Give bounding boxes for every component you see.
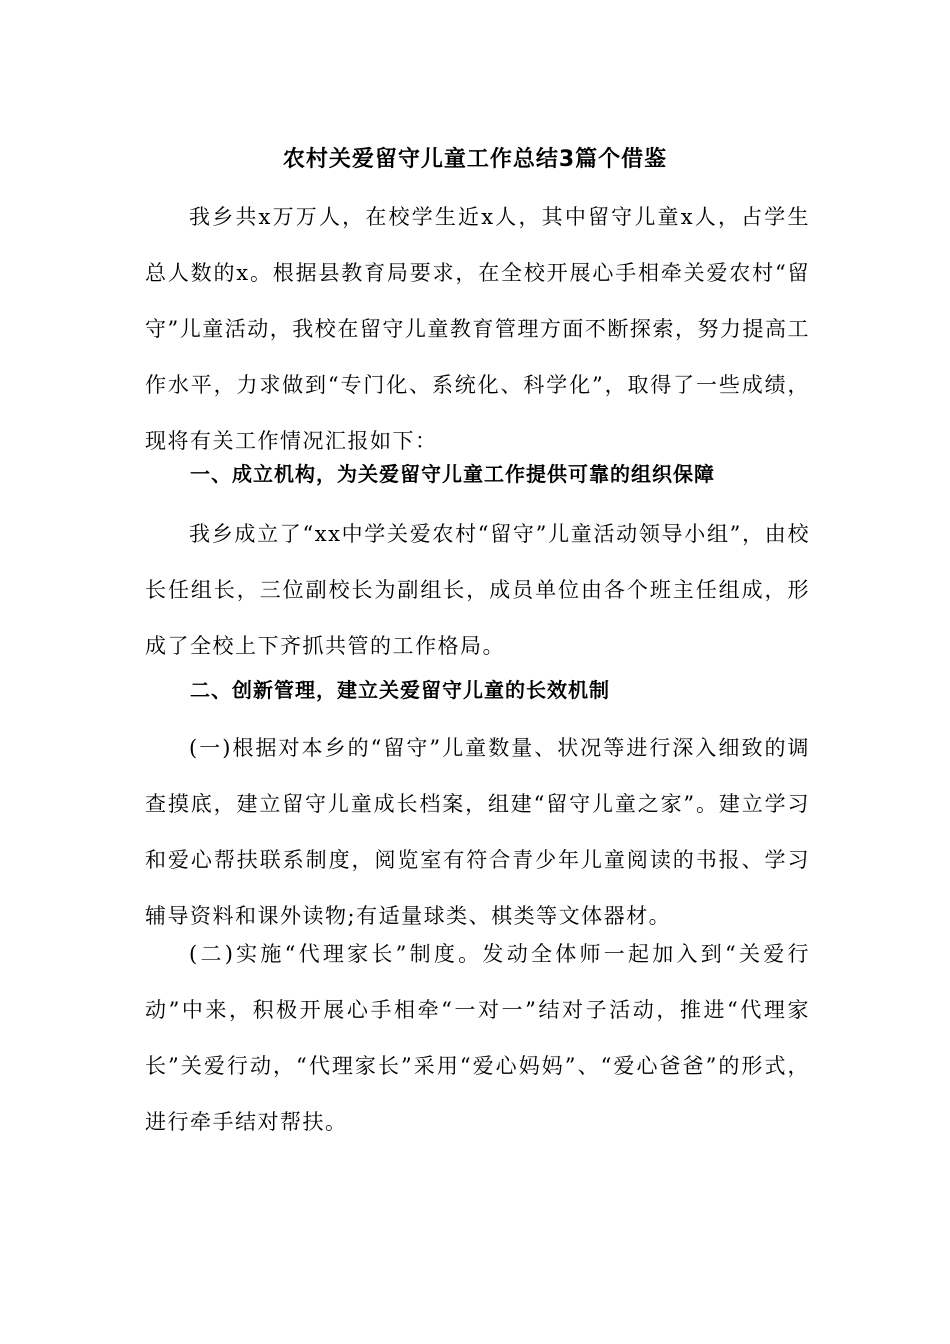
section-2-paragraph-1: (一)根据对本乡的“留守”儿童数量、状况等进行深入细致的调查摸底，建立留守儿童成长档案，组建“留守儿童之家”。建立学习和爱心帮扶联系制度，阅览室有符合青少年儿童阅读的书报、学习辅导资料和课外读物;有适量球类、棋类等文体器材。 xyxy=(145,736,810,928)
section-heading-1: 一、成立机构，为关爱留守儿童工作提供可靠的组织保障 xyxy=(190,462,715,486)
document-title: 农村关爱留守儿童工作总结3篇个借鉴 xyxy=(282,147,668,172)
section-2-paragraph-2: (二)实施“代理家长”制度。发动全体师一起加入到“关爱行动”中来，积极开展心手相牵“一对一”结对子活动，推进“代理家长”关爱行动，“代理家长”采用“爱心妈妈”、“爱心爸爸”的形式，进行牵手结对帮扶。 xyxy=(145,942,810,1134)
section-1-paragraph: 我乡成立了“xx中学关爱农村“留守”儿童活动领导小组”，由校长任组长，三位副校长为副组长，成员单位由各个班主任组成，形成了全校上下齐抓共管的工作格局。 xyxy=(145,522,810,658)
section-heading-2: 二、创新管理，建立关爱留守儿童的长效机制 xyxy=(190,678,610,702)
intro-paragraph: 我乡共x万万人，在校学生近x人，其中留守儿童x人，占学生总人数的x。根据县教育局要求，在全校开展心手相牵关爱农村“留守”儿童活动，我校在留守儿童教育管理方面不断探索，努力提高工作水平，力求做到“专门化、系统化、科学化”，取得了一些成绩，现将有关工作情况汇报如下： xyxy=(145,205,810,453)
